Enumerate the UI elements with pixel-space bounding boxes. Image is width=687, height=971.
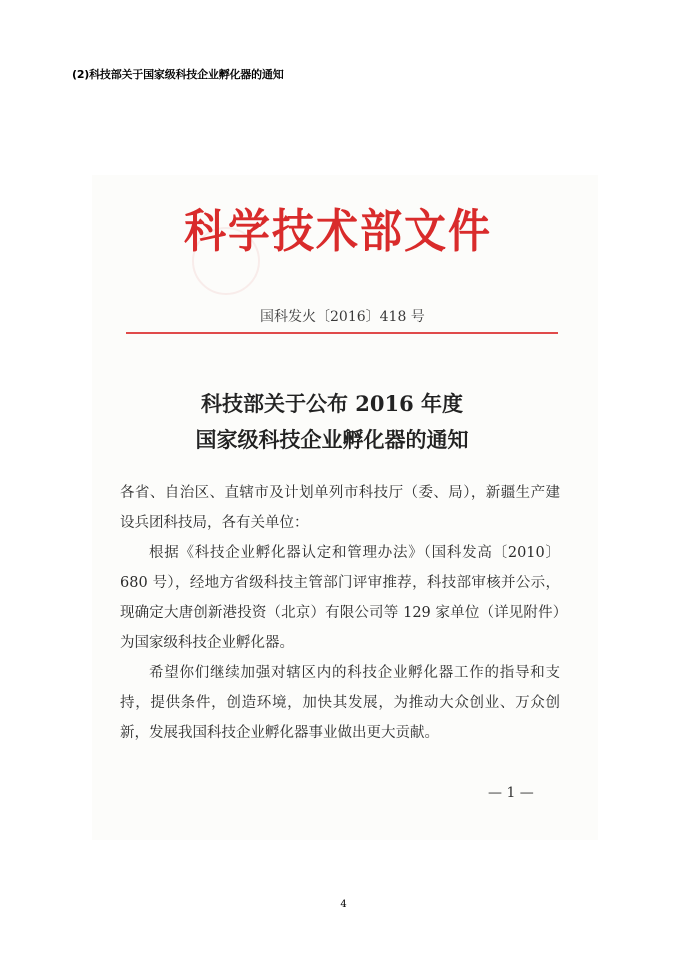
- document-header-title: 科学技术部文件: [184, 204, 493, 258]
- red-divider-line: [126, 332, 558, 334]
- document-body: [120, 478, 560, 748]
- body-paragraph: 根据《科技企业孵化器认定和管理办法》（国科发高〔2010〕680 号），经地方省级科技主管部门评审推荐，科技部审核并公示，现确定大唐创新港投资（北京）有限公司等 129 家单位（详见附件）为国家级科技企业孵化器。: [120, 545, 560, 651]
- scanned-document: [92, 175, 598, 840]
- page-footer-number: 4: [340, 899, 347, 910]
- document-title-line-1: 科技部关于公布 2016 年度: [200, 391, 464, 416]
- document-number: 国科发火〔2016〕418 号: [260, 309, 425, 325]
- document-title-line-2: 国家级科技企业孵化器的通知: [195, 427, 469, 452]
- body-paragraph: 希望你们继续加强对辖区内的科技企业孵化器工作的指导和支持，提供条件，创造环境，加快其发展，为推动大众创业、万众创新，发展我国科技企业孵化器事业做出更大贡献。: [120, 665, 560, 741]
- scan-page-number: — 1 —: [488, 785, 534, 801]
- section-heading: (2)科技部关于国家级科技企业孵化器的通知: [72, 68, 284, 81]
- document-title: [92, 386, 572, 458]
- salutation-paragraph: 各省、自治区、直辖市及计划单列市科技厅（委、局），新疆生产建设兵团科技局，各有关单位：: [120, 485, 560, 531]
